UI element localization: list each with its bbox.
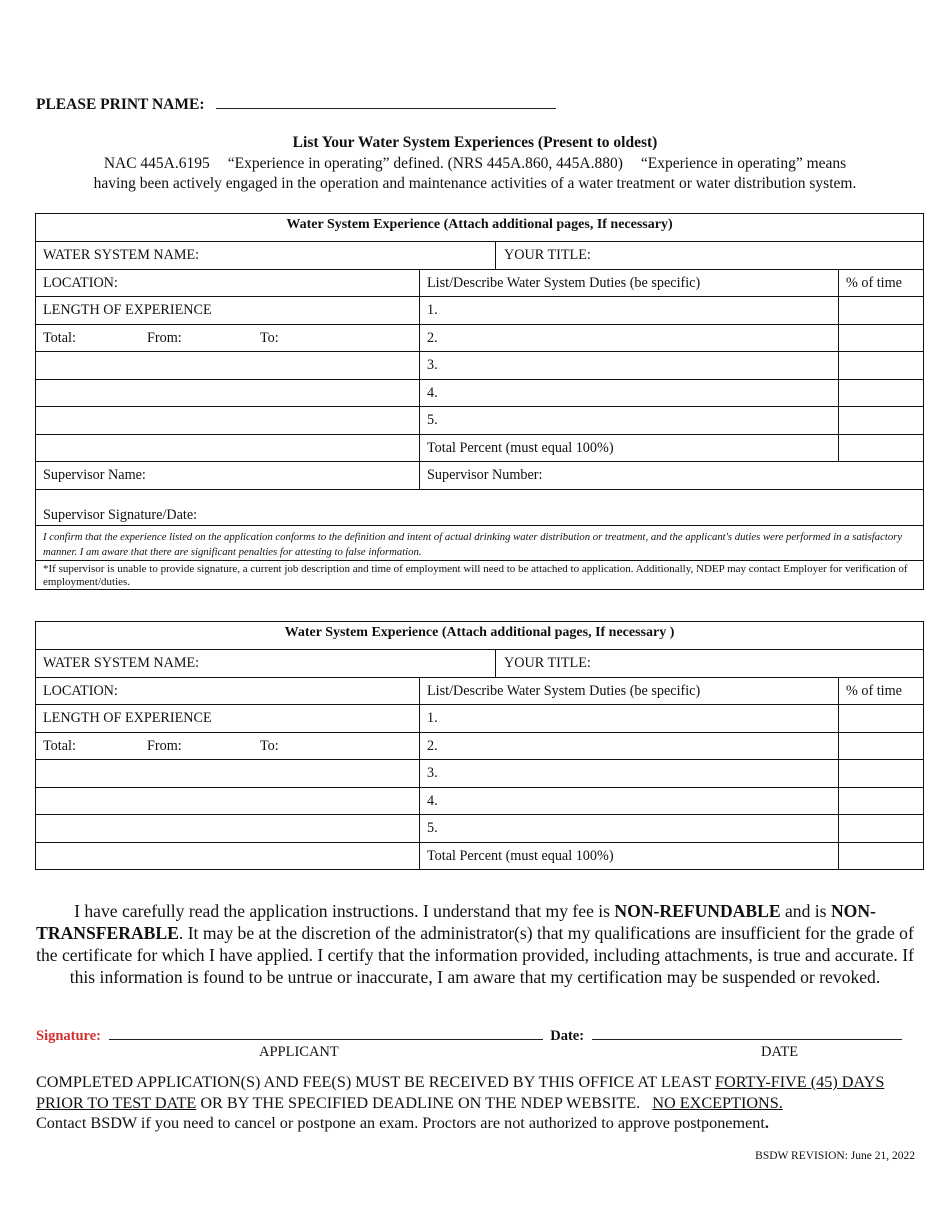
certification-text: and is: [780, 901, 831, 921]
total-percent-label: Total Percent (must equal 100%): [420, 434, 839, 462]
total-label: Total:: [43, 737, 76, 754]
blank-cell: [36, 407, 420, 435]
duty-4-field[interactable]: 4.: [420, 787, 839, 815]
supervisor-name-field[interactable]: Supervisor Name:: [36, 462, 420, 490]
revision-date: BSDW REVISION: June 21, 2022: [755, 1150, 915, 1162]
to-label: To:: [260, 737, 279, 754]
experience-table-1: [35, 213, 924, 590]
duty-4-percent-field[interactable]: [839, 379, 924, 407]
supervisor-confirmation-text: I confirm that the experience listed on the application conforms to the definition and intent of actual drinking water distribution or treatment, and the applicant's duties were performed in a satisfactory manner. I am aware that there are significant penalties for attesting to false information.: [36, 525, 924, 560]
applicant-signature-field[interactable]: [109, 1026, 543, 1040]
length-of-experience-label: LENGTH OF EXPERIENCE: [36, 705, 420, 733]
certification-text: I have carefully read the application instructions. I understand that my fee is: [74, 901, 615, 921]
duty-2-field[interactable]: 2.: [420, 324, 839, 352]
blank-cell: [36, 815, 420, 843]
supervisor-signature-field[interactable]: Supervisor Signature/Date:: [36, 489, 924, 525]
section-heading: List Your Water System Experiences (Present to oldest): [292, 134, 658, 151]
duties-header: List/Describe Water System Duties (be specific): [420, 269, 839, 297]
duty-5-field[interactable]: 5.: [420, 407, 839, 435]
duty-4-percent-field[interactable]: [839, 787, 924, 815]
duty-2-percent-field[interactable]: [839, 324, 924, 352]
location-field[interactable]: LOCATION:: [36, 677, 420, 705]
blank-cell: [36, 352, 420, 380]
duty-1-percent-field[interactable]: [839, 297, 924, 325]
duty-5-field[interactable]: 5.: [420, 815, 839, 843]
experience-dates-field[interactable]: [36, 324, 420, 352]
print-name-field[interactable]: [216, 94, 556, 109]
length-of-experience-label: LENGTH OF EXPERIENCE: [36, 297, 420, 325]
total-label: Total:: [43, 329, 76, 346]
duty-4-field[interactable]: 4.: [420, 379, 839, 407]
water-system-name-field[interactable]: WATER SYSTEM NAME:: [36, 650, 496, 678]
supervisor-note-text: *If supervisor is unable to provide signature, a current job description and time of employment will need to be attached to application. Additionally, NDEP may contact Employer for verification of employment/duties.: [36, 560, 924, 589]
applicant-signature-row: [36, 1026, 906, 1045]
water-system-name-field[interactable]: WATER SYSTEM NAME:: [36, 242, 496, 270]
blank-cell: [36, 787, 420, 815]
duty-3-percent-field[interactable]: [839, 352, 924, 380]
percent-time-header: % of time: [839, 677, 924, 705]
deadline-notice: [36, 1072, 926, 1134]
print-name-row: [36, 94, 556, 114]
duty-5-percent-field[interactable]: [839, 407, 924, 435]
from-label: From:: [147, 329, 182, 346]
contact-period: .: [764, 1114, 769, 1132]
notice-text: COMPLETED APPLICATION(S) AND FEE(S) MUST BE RECEIVED BY THIS OFFICE AT LEAST: [36, 1073, 716, 1091]
contact-text: Contact BSDW if you need to cancel or postpone an exam. Proctors are not authorized to approve postponement: [36, 1114, 765, 1132]
duty-3-percent-field[interactable]: [839, 760, 924, 788]
applicant-caption: APPLICANT: [259, 1044, 339, 1060]
applicant-date-field[interactable]: [592, 1026, 902, 1040]
definition-code: NAC 445A.6195: [103, 155, 210, 172]
supervisor-number-field[interactable]: Supervisor Number:: [420, 462, 924, 490]
experience-table-header: Water System Experience (Attach additional pages, If necessary ): [36, 622, 924, 650]
blank-cell: [36, 434, 420, 462]
date-caption: DATE: [761, 1044, 799, 1060]
deadline-text: FORTY-FIVE (45) DAYS PRIOR TO TEST DATE: [36, 1073, 885, 1112]
duty-1-field[interactable]: 1.: [420, 705, 839, 733]
blank-cell: [36, 379, 420, 407]
from-label: From:: [147, 737, 182, 754]
to-label: To:: [260, 329, 279, 346]
total-percent-field[interactable]: [839, 842, 924, 870]
location-field[interactable]: LOCATION:: [36, 269, 420, 297]
percent-time-header: % of time: [839, 269, 924, 297]
experience-definition: [90, 154, 860, 193]
duty-5-percent-field[interactable]: [839, 815, 924, 843]
experience-table-2: [35, 621, 924, 870]
notice-text: OR BY THE SPECIFIED DEADLINE ON THE NDEP WEBSITE.: [196, 1093, 653, 1112]
no-exceptions-text: NO EXCEPTIONS.: [652, 1093, 783, 1112]
your-title-field[interactable]: YOUR TITLE:: [496, 242, 924, 270]
duty-2-field[interactable]: 2.: [420, 732, 839, 760]
definition-body: “Experience in operating” means having been actively engaged in the operation and maintenance activities of a water treatment or water distribution system.: [93, 155, 857, 192]
duties-header: List/Describe Water System Duties (be specific): [420, 677, 839, 705]
experience-dates-field[interactable]: [36, 732, 420, 760]
definition-term: “Experience in operating” defined. (NRS 445A.860, 445A.880): [227, 155, 623, 172]
certification-text: . It may be at the discretion of the administrator(s) that my qualifications are insufficient for the grade of the certificate for which I have applied. I certify that the information provided, including attachments, is true and accurate. If this information is found to be untrue or inaccurate, I am aware that my certification may be suspended or revoked.: [36, 923, 914, 987]
date-label: Date:: [550, 1028, 585, 1044]
certification-statement: [36, 900, 914, 988]
duty-2-percent-field[interactable]: [839, 732, 924, 760]
experience-table-header: Water System Experience (Attach additional pages, If necessary): [36, 214, 924, 242]
signature-label: Signature:: [36, 1028, 101, 1044]
blank-cell: [36, 760, 420, 788]
your-title-field[interactable]: YOUR TITLE:: [496, 650, 924, 678]
total-percent-field[interactable]: [839, 434, 924, 462]
print-name-label: PLEASE PRINT NAME:: [36, 96, 205, 113]
duty-1-field[interactable]: 1.: [420, 297, 839, 325]
non-refundable-text: NON-REFUNDABLE: [614, 901, 781, 921]
duty-1-percent-field[interactable]: [839, 705, 924, 733]
duty-3-field[interactable]: 3.: [420, 352, 839, 380]
non-transferable-text: NON-TRANSFERABLE: [36, 901, 876, 943]
total-percent-label: Total Percent (must equal 100%): [420, 842, 839, 870]
blank-cell: [36, 842, 420, 870]
duty-3-field[interactable]: 3.: [420, 760, 839, 788]
